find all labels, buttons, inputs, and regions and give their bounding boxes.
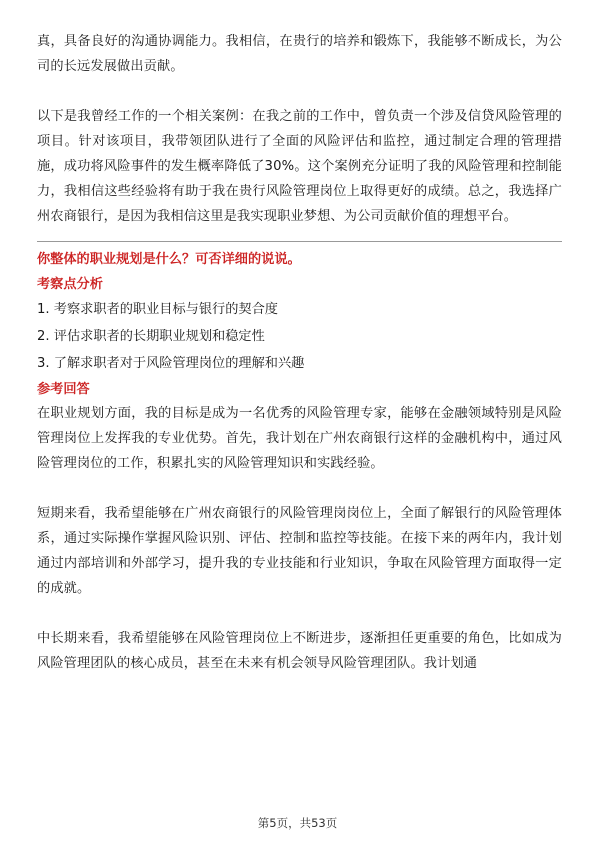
interview-question: 你整体的职业规划是什么？可否详细的说说。: [37, 252, 301, 267]
document-page: [37, 29, 562, 676]
paragraph-gap: [37, 601, 562, 626]
intro-paragraph-2: 以下是我曾经工作的一个相关案例：在我之前的工作中，曾负责一个涉及信贷风险管理的项目。针对该项目，我带领团队进行了全面的风险评估和监控，通过制定合理的管理措施，成功将风险事件的发生概率降低了30%。这个案例充分证明了我的风险管理和控制能力，我相信这些经验将有助于我在贵行风险管理岗位上取得更好的成绩。总之，我选择广州农商银行，是因为我相信这里是我实现职业梦想、为公司贡献价值的理想平台。: [37, 109, 562, 224]
analysis-item-3: 3. 了解求职者对于风险管理岗位的理解和兴趣: [37, 356, 305, 371]
section-divider: [37, 241, 562, 242]
paragraph-gap: [37, 476, 562, 501]
page-number: 第5页，共53页: [257, 816, 338, 830]
paragraph-gap: [37, 79, 562, 104]
analysis-item-2: 2. 评估求职者的长期职业规划和稳定性: [37, 329, 265, 344]
answer-paragraph-2: 短期来看，我希望能够在广州农商银行的风险管理岗岗位上，全面了解银行的风险管理体系，通过实际操作掌握风险识别、评估、控制和监控等技能。在接下来的两年内，我计划通过内部培训和外部学习，提升我的专业技能和行业知识，争取在风险管理方面取得一定的成就。: [37, 506, 562, 596]
intro-paragraph-1: 真，具备良好的沟通协调能力。我相信，在贵行的培养和锻炼下，我能够不断成长，为公司的长远发展做出贡献。: [37, 34, 562, 74]
analysis-item-1: 1. 考察求职者的职业目标与银行的契合度: [37, 302, 278, 317]
analysis-title: 考察点分析: [37, 277, 103, 292]
answer-paragraph-3: 中长期来看，我希望能够在风险管理岗位上不断进步，逐渐担任更重要的角色，比如成为风险管理团队的核心成员，甚至在未来有机会领导风险管理团队。我计划通: [37, 631, 562, 671]
answer-paragraph-1: 在职业规划方面，我的目标是成为一名优秀的风险管理专家，能够在金融领域特别是风险管理岗位上发挥我的专业优势。首先，我计划在广州农商银行这样的金融机构中，通过风险管理岗位的工作，积累扎实的风险管理知识和实践经验。: [37, 406, 562, 471]
answer-title: 参考回答: [37, 382, 90, 397]
